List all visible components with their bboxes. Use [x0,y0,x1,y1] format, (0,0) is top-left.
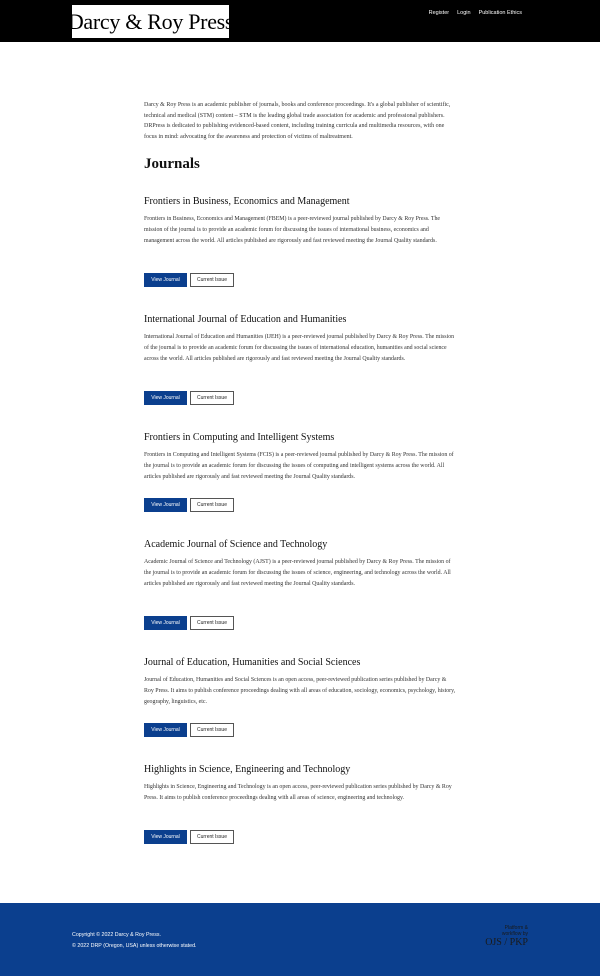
journal-item [144,196,456,283]
current-issue-button[interactable]: Current Issue [190,830,234,844]
pkp-line2: workflow by [501,931,528,937]
journal-item [144,657,456,733]
journal-item [144,314,456,401]
current-issue-button[interactable]: Current Issue [190,723,234,737]
pkp-logo-text: OJS / PKP [485,937,528,948]
current-issue-button[interactable]: Current Issue [190,616,234,630]
copyright-text: Copyright © 2022 Darcy & Roy Press. [72,932,161,938]
journal-description: Academic Journal of Science and Technology (AJST) is a peer-reviewed journal published by Darcy & Roy Press. The mission of the journal is to provide an academic forum for discussing the issues of science, engineering, and technology across the world. All articles published are rigorously and fast reviewed meeting the Journal Quality standards. [144,559,451,587]
current-issue-button[interactable]: Current Issue [190,391,234,405]
journal-description: Journal of Education, Humanities and Social Sciences is an open access, peer-reviewed publication series published by Darcy & Roy Press. It aims to publish conference proceedings dealing with all areas of education, sociology, economics, psychology, history, geography, linguistics, etc. [144,677,456,705]
journal-title: Highlights in Science, Engineering and Technology [144,764,351,775]
journal-item [144,432,456,508]
journal-item [144,764,456,840]
site-footer [0,903,600,976]
journal-title: Frontiers in Business, Economics and Management [144,196,350,207]
pkp-line1: Platform & [504,925,528,931]
journal-description: Frontiers in Business, Economics and Management (FBEM) is a peer-reviewed journal published by Darcy & Roy Press. The mission of the journal is to provide an academic forum for discussing the issues of international business, economics and management across the world. All articles published are rigorously and fast reviewed meeting the Journal Quality standards. [144,216,441,244]
view-journal-button[interactable]: View Journal [144,498,187,512]
view-journal-button[interactable]: View Journal [144,273,187,287]
footer-copyright [72,930,197,952]
journal-title: Journal of Education, Humanities and Social Sciences [144,657,361,668]
journal-item [144,539,456,626]
pkp-brand-link[interactable] [485,925,528,949]
logo-text: Darcy & Roy Press [67,8,234,34]
login-link[interactable]: Login [457,10,471,16]
view-journal-button[interactable]: View Journal [144,616,187,630]
journal-title: Frontiers in Computing and Intelligent Systems [144,432,335,443]
journal-description: Frontiers in Computing and Intelligent Systems (FCIS) is a peer-reviewed journal published by Darcy & Roy Press. The mission of the journal is to provide an academic forum for discussing the issues of computing and intelligent systems across the world. All articles published are rigorously and fast reviewed meeting the Journal Quality standards. [144,452,454,480]
journal-actions [144,391,234,405]
current-issue-button[interactable]: Current Issue [190,498,234,512]
user-nav [429,10,522,16]
view-journal-button[interactable]: View Journal [144,391,187,405]
view-journal-button[interactable]: View Journal [144,723,187,737]
journal-actions [144,830,234,844]
register-link[interactable]: Register [428,10,450,16]
main-content [144,100,456,181]
current-issue-button[interactable]: Current Issue [190,273,234,287]
journal-actions [144,616,234,630]
journal-title: Academic Journal of Science and Technology [144,539,328,550]
journal-actions [144,498,234,512]
journal-actions [144,273,234,287]
journal-description: International Journal of Education and Humanities (IJEH) is a peer-reviewed journal published by Darcy & Roy Press. The mission of the journal is to provide an academic forum for discussing the issues of international education, humanities and social science across the world. All articles published are rigorously and fast reviewed meeting the Journal Quality standards. [144,334,455,362]
site-logo[interactable] [67,5,234,38]
journal-actions [144,723,234,737]
license-text: © 2022 DRP (Oregon, USA) unless otherwise stated. [72,943,197,949]
publication-ethics-link[interactable]: Publication Ethics [478,10,522,16]
journal-description: Highlights in Science, Engineering and Technology is an open access, peer-reviewed publication series published by Darcy & Roy Press. It aims to publish conference proceedings dealing with all areas of science, engineering and technology. [144,784,452,801]
view-journal-button[interactable]: View Journal [144,830,187,844]
top-navigation-bar [0,0,600,42]
journal-title: International Journal of Education and Humanities [144,314,347,325]
journals-heading: Journals [144,155,200,172]
intro-paragraph: Darcy & Roy Press is an academic publisher of journals, books and conference proceedings. It's a global publisher of scientific, technical and medical (STM) content – STM is the leading global trade association for academic and professional publishers. DRPress is dedicated to publishing evidenced-based content, including training curricula and multimedia resources, with one focus in mind: advocating for the awareness and protection of victims of maltreatment. [144,102,451,141]
